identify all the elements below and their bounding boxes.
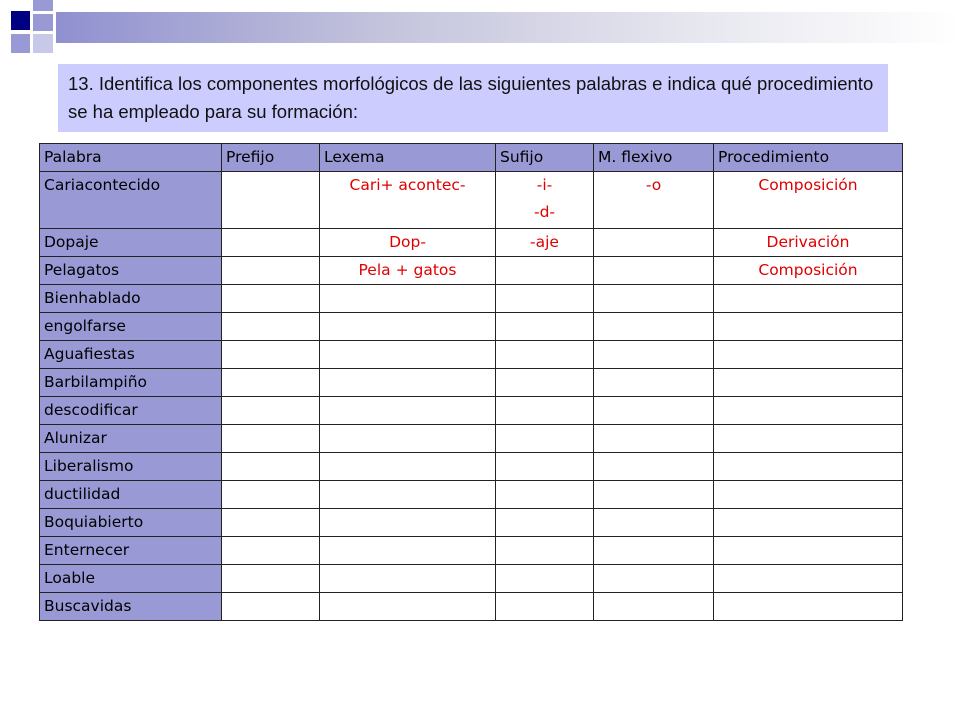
empty-cell xyxy=(222,425,320,453)
table-row xyxy=(40,313,903,341)
answer-cell: -i- -d- xyxy=(496,172,594,229)
empty-cell xyxy=(714,397,903,425)
column-header: Procedimiento xyxy=(714,144,903,172)
empty-cell xyxy=(594,425,714,453)
empty-cell xyxy=(320,453,496,481)
word-cell: Barbilampiño xyxy=(40,369,222,397)
answer-cell: Pela + gatos xyxy=(320,257,496,285)
empty-cell xyxy=(222,593,320,621)
empty-cell xyxy=(714,369,903,397)
empty-cell xyxy=(496,481,594,509)
table-row xyxy=(40,172,903,229)
empty-cell xyxy=(594,481,714,509)
empty-cell xyxy=(320,593,496,621)
empty-cell xyxy=(714,285,903,313)
word-cell: Bienhablado xyxy=(40,285,222,313)
empty-cell xyxy=(496,425,594,453)
word-cell: Buscavidas xyxy=(40,593,222,621)
word-cell: Enternecer xyxy=(40,537,222,565)
table-row xyxy=(40,285,903,313)
table-row xyxy=(40,565,903,593)
empty-cell xyxy=(222,537,320,565)
empty-cell xyxy=(222,453,320,481)
column-header: Sufijo xyxy=(496,144,594,172)
empty-cell xyxy=(496,453,594,481)
empty-cell xyxy=(714,453,903,481)
table-row xyxy=(40,341,903,369)
empty-cell xyxy=(496,593,594,621)
answer-cell: Dop- xyxy=(320,229,496,257)
empty-cell xyxy=(594,565,714,593)
table-row xyxy=(40,229,903,257)
empty-cell xyxy=(222,285,320,313)
empty-cell xyxy=(496,341,594,369)
empty-cell xyxy=(594,285,714,313)
word-cell: Dopaje xyxy=(40,229,222,257)
empty-cell xyxy=(594,397,714,425)
answer-cell: -o xyxy=(594,172,714,229)
table-row xyxy=(40,481,903,509)
column-header: Prefijo xyxy=(222,144,320,172)
empty-cell xyxy=(320,565,496,593)
table-row xyxy=(40,593,903,621)
answer-cell: Composición xyxy=(714,172,903,229)
empty-cell xyxy=(222,565,320,593)
header-gradient-banner xyxy=(56,12,960,43)
empty-cell xyxy=(320,537,496,565)
empty-cell xyxy=(222,229,320,257)
empty-cell xyxy=(320,313,496,341)
table-row xyxy=(40,397,903,425)
empty-cell xyxy=(594,593,714,621)
empty-cell xyxy=(320,397,496,425)
word-cell: Aguafiestas xyxy=(40,341,222,369)
empty-cell xyxy=(320,369,496,397)
empty-cell xyxy=(496,397,594,425)
corner-square-dark xyxy=(11,11,30,30)
empty-cell xyxy=(222,313,320,341)
table-row xyxy=(40,453,903,481)
empty-cell xyxy=(320,425,496,453)
empty-cell xyxy=(594,453,714,481)
empty-cell xyxy=(496,285,594,313)
instruction-text: 13. Identifica los componentes morfológicos de las siguientes palabras e indica qué procedimiento se ha empleado para su formación: xyxy=(58,64,888,132)
word-cell: descodificar xyxy=(40,397,222,425)
empty-cell xyxy=(714,509,903,537)
empty-cell xyxy=(496,509,594,537)
empty-cell xyxy=(320,509,496,537)
empty-cell xyxy=(496,257,594,285)
word-cell: engolfarse xyxy=(40,313,222,341)
table-row xyxy=(40,369,903,397)
word-cell: Loable xyxy=(40,565,222,593)
word-cell: ductilidad xyxy=(40,481,222,509)
word-cell: Pelagatos xyxy=(40,257,222,285)
corner-square-light xyxy=(33,14,53,31)
empty-cell xyxy=(496,537,594,565)
empty-cell xyxy=(320,341,496,369)
column-header: Lexema xyxy=(320,144,496,172)
empty-cell xyxy=(714,481,903,509)
empty-cell xyxy=(222,257,320,285)
answer-cell: Composición xyxy=(714,257,903,285)
empty-cell xyxy=(222,341,320,369)
table-row xyxy=(40,509,903,537)
empty-cell xyxy=(594,369,714,397)
empty-cell xyxy=(714,593,903,621)
empty-cell xyxy=(222,481,320,509)
table-header-row xyxy=(40,144,903,172)
table-row xyxy=(40,425,903,453)
answer-cell: -aje xyxy=(496,229,594,257)
empty-cell xyxy=(594,341,714,369)
empty-cell xyxy=(496,565,594,593)
word-cell: Cariacontecido xyxy=(40,172,222,229)
empty-cell xyxy=(496,369,594,397)
empty-cell xyxy=(222,369,320,397)
empty-cell xyxy=(496,313,594,341)
answer-cell: Cari+ acontec- xyxy=(320,172,496,229)
corner-square-light xyxy=(33,34,53,53)
empty-cell xyxy=(222,397,320,425)
empty-cell xyxy=(714,313,903,341)
empty-cell xyxy=(714,341,903,369)
table-row xyxy=(40,257,903,285)
empty-cell xyxy=(222,172,320,229)
empty-cell xyxy=(594,537,714,565)
empty-cell xyxy=(714,537,903,565)
column-header: M. flexivo xyxy=(594,144,714,172)
corner-square-light xyxy=(11,34,30,53)
word-cell: Alunizar xyxy=(40,425,222,453)
empty-cell xyxy=(594,229,714,257)
empty-cell xyxy=(320,285,496,313)
empty-cell xyxy=(594,509,714,537)
word-cell: Boquiabierto xyxy=(40,509,222,537)
empty-cell xyxy=(594,313,714,341)
empty-cell xyxy=(714,425,903,453)
column-header: Palabra xyxy=(40,144,222,172)
table-row xyxy=(40,537,903,565)
empty-cell xyxy=(222,509,320,537)
word-cell: Liberalismo xyxy=(40,453,222,481)
empty-cell xyxy=(714,565,903,593)
morphology-table xyxy=(39,143,903,621)
empty-cell xyxy=(320,481,496,509)
empty-cell xyxy=(594,257,714,285)
answer-cell: Derivación xyxy=(714,229,903,257)
corner-square-light xyxy=(33,0,53,11)
